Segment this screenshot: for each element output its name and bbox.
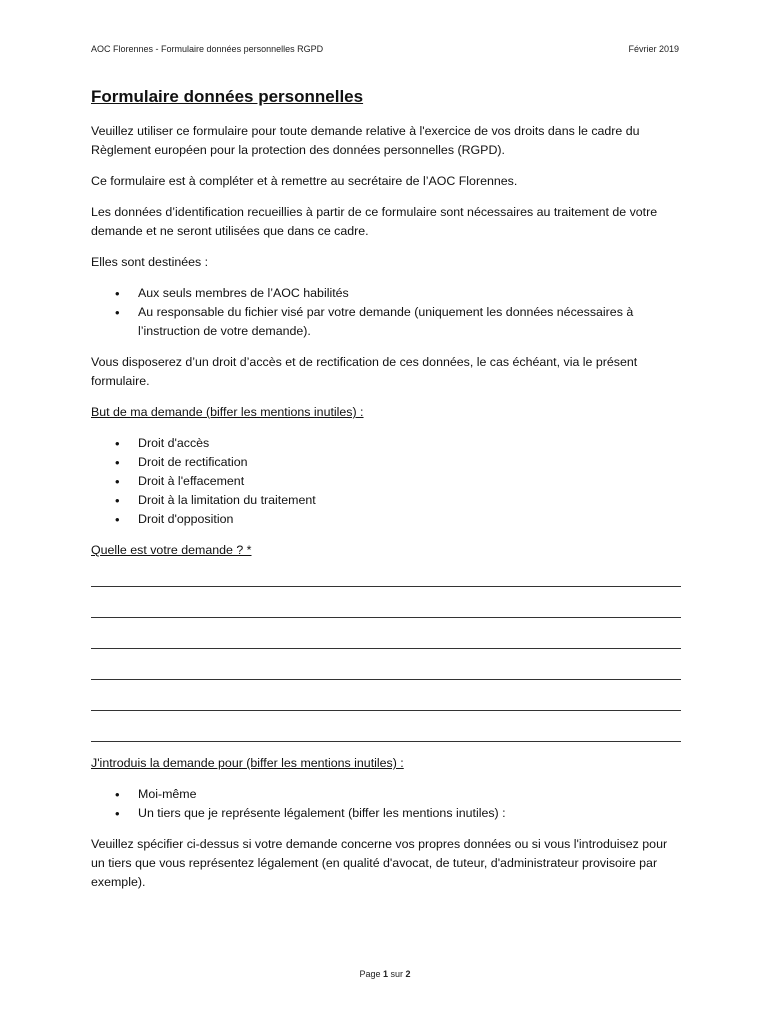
list-item[interactable]: • Droit d'opposition (138, 510, 681, 529)
list-item[interactable]: • Droit à la limitation du traitement (138, 491, 681, 510)
introduced-for-heading: J'introduis la demande pour (biffer les mentions inutiles) : (91, 756, 404, 770)
footer-of-word: sur (390, 969, 404, 979)
list-item: • Aux seuls membres de l’AOC habilités (138, 284, 681, 303)
page-header (91, 44, 679, 58)
intro-paragraph-3: Les données d’identification recueillies à partir de ce formulaire sont nécessaires au traitement de votre demande et ne seront utilisées que dans ce cadre. (91, 205, 658, 238)
intro-paragraph-2: Ce formulaire est à compléter et à remettre au secrétaire de l’AOC Florennes. (91, 174, 518, 188)
intro-paragraph-1: Veuillez utiliser ce formulaire pour toute demande relative à l'exercice de vos droits dans le cadre du Règlement européen pour la protection des données personnelles (RGPD). (91, 124, 640, 157)
answer-line-5[interactable] (91, 680, 681, 711)
answer-line-4[interactable] (91, 649, 681, 680)
answer-line-1[interactable] (91, 560, 681, 587)
recipients-list (91, 284, 681, 341)
list-item: • Au responsable du fichier visé par votre demande (uniquement les données nécessaires à l’instruction de votre demande). (138, 303, 681, 341)
header-date: Février 2019 (628, 44, 679, 54)
header-left-text: AOC Florennes - Formulaire données personnelles RGPD (91, 44, 324, 54)
footer-page-word: Page (359, 969, 381, 979)
list-item[interactable]: • Un tiers que je représente légalement (biffer les mentions inutiles) : (138, 804, 681, 823)
answer-line-6[interactable] (91, 711, 681, 742)
purpose-list (91, 434, 681, 529)
list-item[interactable]: • Moi-même (138, 785, 681, 804)
purpose-heading: But de ma demande (biffer les mentions inutiles) : (91, 405, 364, 419)
list-item[interactable]: • Droit d'accès (138, 434, 681, 453)
answer-line-3[interactable] (91, 618, 681, 649)
document-title: Formulaire données personnelles (91, 87, 364, 106)
intro-paragraph-4: Elles sont destinées : (91, 255, 209, 269)
footer-current-page: 1 (382, 969, 388, 979)
list-item[interactable]: • Droit de rectification (138, 453, 681, 472)
answer-lines (91, 560, 681, 742)
question-heading: Quelle est votre demande ? * (91, 543, 252, 557)
answer-line-2[interactable] (91, 587, 681, 618)
footer-total-pages: 2 (405, 969, 411, 979)
closing-paragraph: Veuillez spécifier ci-dessus si votre demande concerne vos propres données ou si vous l'introduisez pour un tiers que vous représentez légalement (en qualité d'avocat, de tuteur, d'administrateur provisoire par exemple). (91, 837, 668, 889)
access-note: Vous disposerez d’un droit d’accès et de rectification de ces données, le cas échéant, via le présent formulaire. (91, 355, 638, 388)
list-item[interactable]: • Droit à l'effacement (138, 472, 681, 491)
page-footer (0, 969, 770, 979)
introduced-for-list (91, 785, 681, 823)
document-body (91, 86, 681, 904)
